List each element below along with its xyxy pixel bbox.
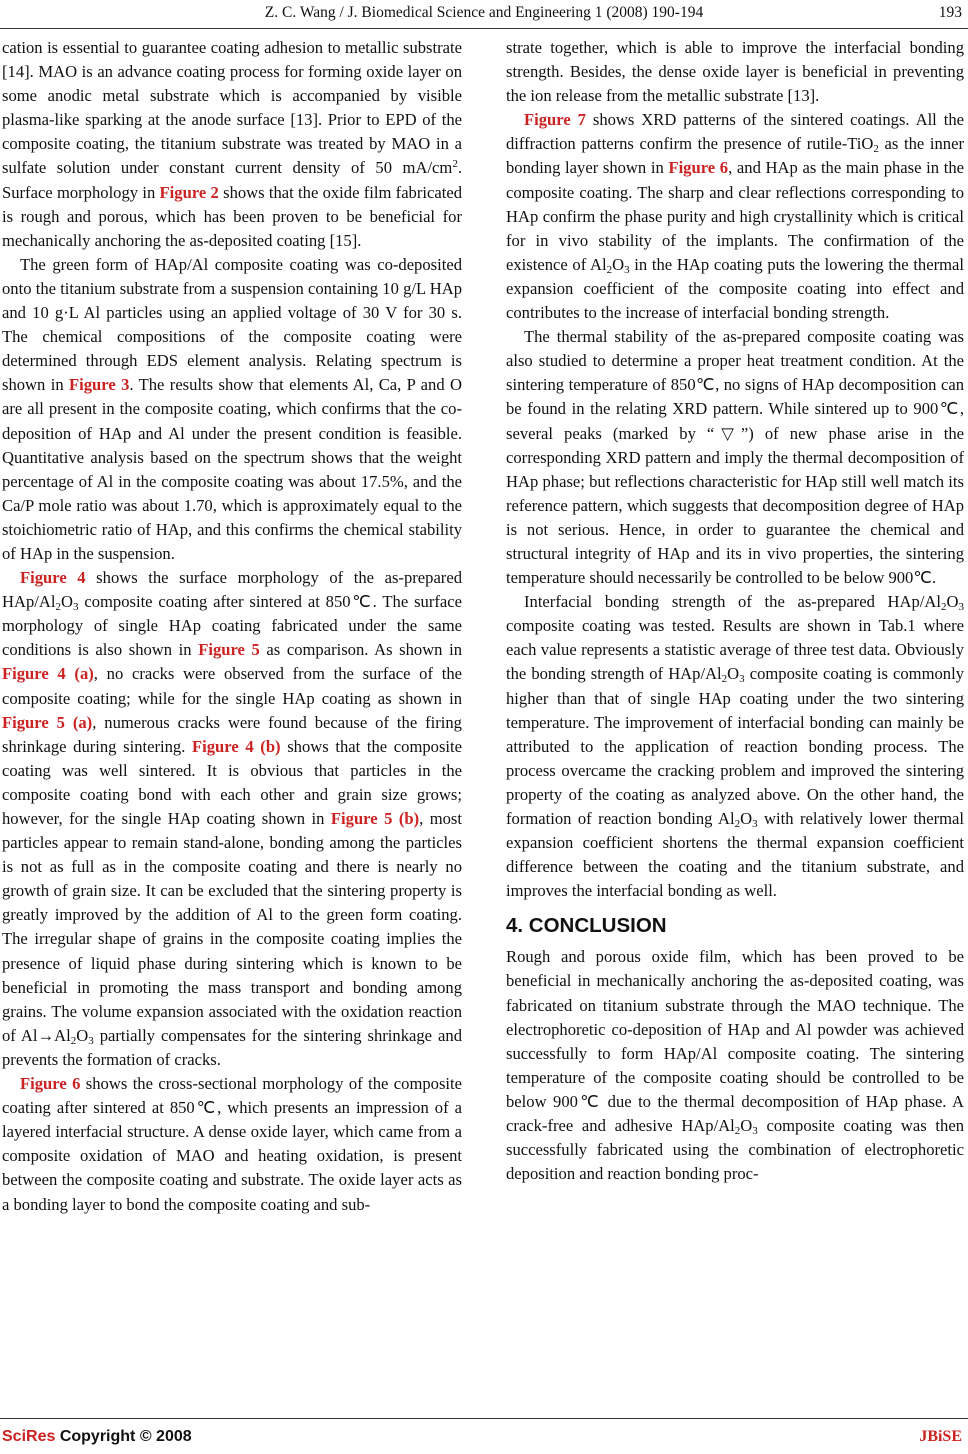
figure-5-link[interactable]: Figure 5 [198,640,260,660]
section-heading-conclusion: 4. CONCLUSION [506,914,667,938]
paragraph-codeposition: The green form of HAp/Al composite coating was co-deposited onto the titanium substrate from a suspension containing 10 g/L HAp and 10 g·L Al particles using an applied voltage of 30 V for 30 s. The chemical compositions of the composite coating were determined through EDS element analysis. Relating spectrum is shown in Figure 3. The results show that elements Al, Ca, P and O are all present in the composite coating, which confirms that the co-deposition of HAp and Al under the present condition is feasible. Quantitative analysis based on the spectrum shows that the weight percentage of Al in the composite coating was about 17.5%, and the Ca/P mole ratio was about 1.70, which is approximately equal to the stoichiometric ratio of HAp, and this confirms the chemical stability of HAp in the suspension. [2,254,462,563]
page-number: 193 [938,4,962,21]
left-column [2,36,462,1217]
paragraph-conclusion: Rough and porous oxide film, which has been proved to be beneficial in mechanically anchoring the as-deposited coating, was fabricated on titanium substrate through the MAO technique. The electrophoretic co-deposition of HAp and Al powder was achieved successfully to form HAp/Al composite coating. The sintering temperature of the composite coating should be controlled to be below 900℃ due to the thermal decomposition of HAp phase. A crack-free and adhesive HAp/$Al_2O_3$ composite coating was then successfully fabricated using the combination of electrophoretic deposition and reaction bonding proc- [506,947,964,1184]
figure-6-link-right[interactable]: Figure 6 [668,158,729,178]
figure-3-link[interactable]: Figure 3 [69,375,130,395]
figure-4-link[interactable]: Figure 4 [20,568,86,588]
page-footer [0,1428,968,1450]
figure-4a-link[interactable]: Figure 4 (a) [2,664,94,684]
figure-2-link[interactable]: Figure 2 [159,182,219,202]
figure-7-link[interactable]: Figure 7 [524,110,586,130]
paragraph-thermal-stability: The thermal stability of the as-prepared composite coating was also studied to determine a proper heat treatment condition. At the sintering temperature of 850℃, no signs of HAp decomposition can be found in the relating XRD pattern. While sintered up to 900℃, several peaks (marked by “▽”) of new phase arise in the corresponding XRD pattern and imply the thermal decomposition of HAp phase; but reflections characteristic for HAp still well match its reference pattern, which suggests that decomposition degree of HAp is not serious. Hence, in order to guarantee the chemical and structural integrity of HAp and its in vivo properties, the sintering temperature should necessarily be controlled to be below 900℃. [506,327,964,588]
journal-abbreviation: JBiSE [919,1428,962,1445]
running-header [0,4,968,26]
running-head: Z. C. Wang / J. Biomedical Science and Engineering 1 (2008) 190-194 [264,4,704,21]
paragraph-oxide-continued: strate together, which is able to improve the interfacial bonding strength. Besides, the dense oxide layer is beneficial in preventing the ion release from the metallic substrate [13]. [506,38,964,106]
figure-5a-link[interactable]: Figure 5 (a) [2,712,93,732]
paragraph-surface-morphology: Figure 4 shows the surface morphology of the as-prepared HAp/$Al_2O_3$ composite coating after sintered at 850℃. The surface morphology of single HAp coating fabricated under the same conditions is also shown in Figure 5 as comparison. As shown in Figure 4 (a), no cracks were observed from the surface of the composite coating; while for the single HAp coating as shown in Figure 5 (a), numerous cracks were found because of the firing shrinkage during sintering. Figure 4 (b) shows that the composite coating was well sintered. It is obvious that particles in the composite coating bond with each other and grain size grows; however, for the single HAp coating shown in Figure 5 (b), most particles appear to remain stand-alone, bonding among the particles is not as full as in the composite coating and there is nearly no growth of grain size. It can be excluded that the sintering property is greatly improved by the addition of Al to the green form coating. The irregular shape of grains in the composite coating implies the presence of liquid phase during sintering which is known to be beneficial in promoting the mass transport and bonding among grains. The volume expansion associated with the oxidation reaction of $Al\to Al_2O_3$ partially compensates for the sintering shrinkage and prevents the formation of cracks. [2,568,463,1069]
footer-copyright [2,1428,192,1446]
copyright-text: Copyright © 2008 [55,1428,192,1445]
paragraph-cross-section: Figure 6 shows the cross-sectional morphology of the composite coating after sintered at 850℃, which presents an impression of a layered interfacial structure. A dense oxide layer, which came from a composite oxidation of MAO and heating oxidation, is present between the composite coating and substrate. The oxide layer acts as a bonding layer to bond the composite coating and sub- [2,1074,462,1214]
paragraph-mao-substrate: cation is essential to guarantee coating adhesion to metallic substrate [14]. MAO is an advance coating process for forming oxide layer on some anodic metal substrate which is accompanied by visible plasma-like sparking at the anode surface [13]. Prior to EPD of the composite coating, the titanium substrate was treated by MAO in a sulfate solution under constant current density of 50 $mA/cm^2$. Surface morphology in Figure 2 shows that the oxide film fabricated is rough and porous, which has been proven to be beneficial for mechanically anchoring the as-deposited coating [15]. [2,38,462,250]
figure-6-link[interactable]: Figure 6 [20,1074,81,1094]
paragraph-bonding-strength: Interfacial bonding strength of the as-prepared HAp/$Al_2O_3$ composite coating was tested. Results are shown in Tab.1 where each value represents a statistic average of three test data. Obviously the bonding strength of HAp/$Al_2O_3$ composite coating is commonly higher than that of single HAp coating under the two sintering temperature. The improvement of interfacial bonding can mainly be attributed to the application of reaction bonding process. The process overcame the cracking problem and improved the sintering property of the coating as analyzed above. On the other hand, the formation of reaction bonding $Al_2O_3$ with relatively lower thermal expansion coefficient shortens the thermal expansion coefficient difference between the coating and the titanium substrate, and improves the interfacial bonding as well. [506,592,964,901]
figure-5b-link[interactable]: Figure 5 (b) [330,809,420,828]
publisher-brand: SciRes [2,1428,56,1445]
paragraph-xrd: Figure 7 shows XRD patterns of the sintered coatings. All the diffraction patterns confirm the presence of rutile-TiO$_2$ as the inner bonding layer shown in Figure 6, and HAp as the main phase in the composite coating. The sharp and clear reflections corresponding to HAp confirm the phase purity and high crystallinity which is critical for in vivo stability of the implants. The confirmation of the existence of $Al_2O_3$ in the HAp coating puts the lowering the thermal expansion coefficient of the composite coating into effect and contributes to the increase of interfacial bonding strength. [506,110,964,323]
right-column [506,36,964,1186]
figure-4b-link[interactable]: Figure 4 (b) [192,736,281,756]
footer-divider [0,1418,968,1419]
header-divider [0,28,968,29]
